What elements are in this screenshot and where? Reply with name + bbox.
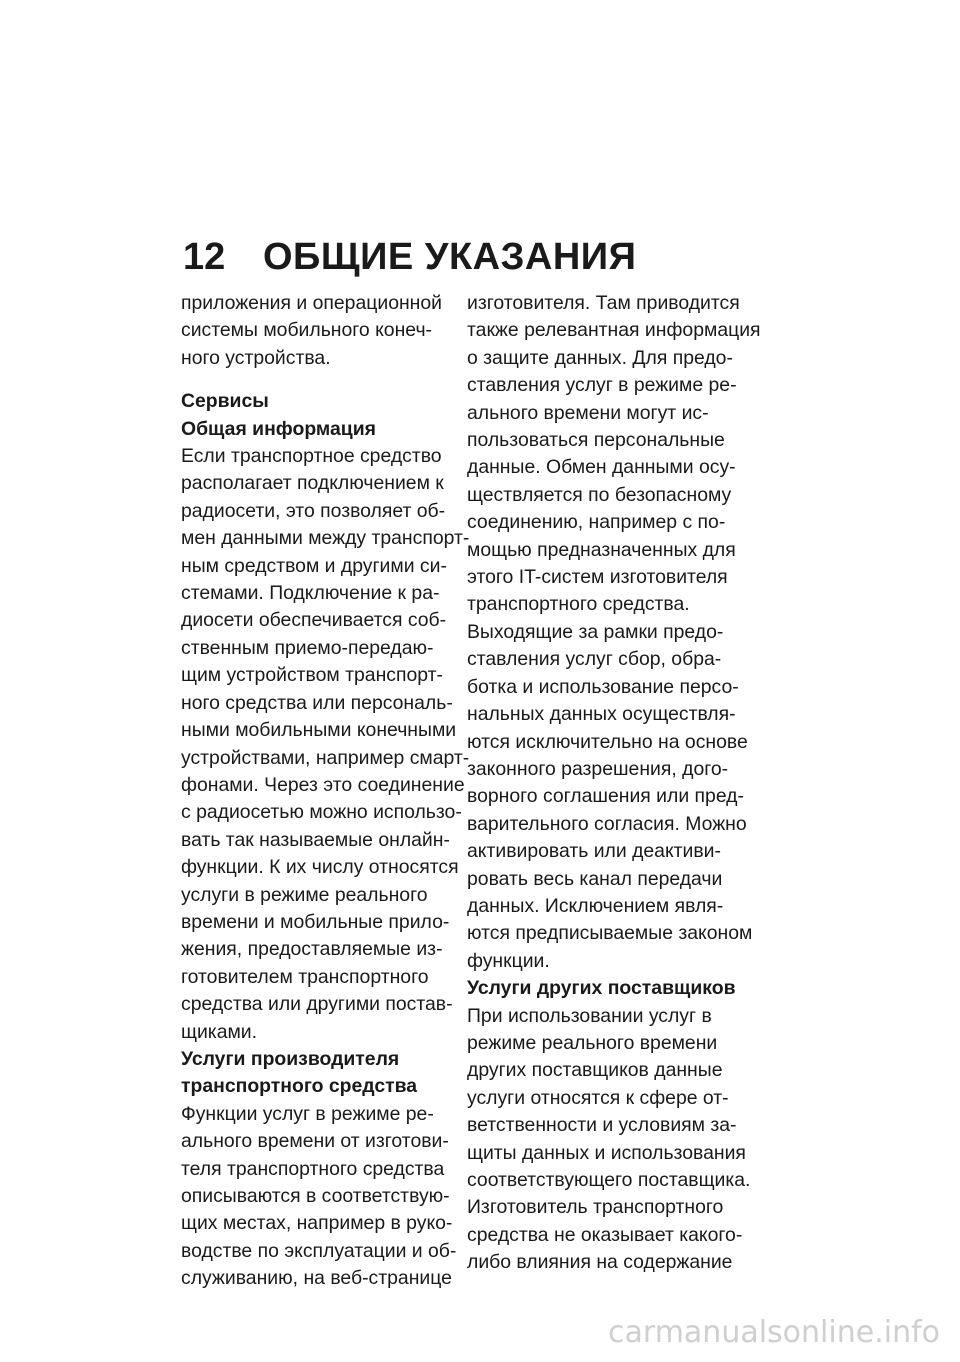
text-line: средства или другими постав- xyxy=(181,993,453,1016)
subsection-heading: Услуги производителя xyxy=(181,1047,400,1070)
watermark: carmanualsonline.info xyxy=(608,1315,940,1350)
manufacturer-services-paragraph xyxy=(181,1101,471,1293)
text-line: мощью предназначенных для xyxy=(467,538,736,561)
text-line: радиосети, это позволяет об- xyxy=(181,499,446,522)
text-line: служиванию, на веб-странице xyxy=(181,1267,452,1290)
text-line: ветственности и условиям за- xyxy=(467,1114,737,1137)
text-line: ставления услуг сбор, обра- xyxy=(467,648,722,671)
text-line: ного устройства. xyxy=(181,346,331,369)
subsection-heading: Общая информация xyxy=(181,417,376,440)
text-line: с радиосетью можно использо- xyxy=(181,801,462,824)
text-line: также релевантная информация xyxy=(467,319,761,342)
text-line: услуги в режиме реального xyxy=(181,883,428,906)
text-line: Если транспортное средство xyxy=(181,445,442,468)
subsection-heading: транспортного средства xyxy=(181,1075,418,1098)
text-line: мен данными между транспорт- xyxy=(181,527,470,550)
text-line: жения, предоставляемые из- xyxy=(181,938,443,961)
text-line: ального времени от изготови- xyxy=(181,1130,449,1153)
text-line: Функции услуг в режиме ре- xyxy=(181,1102,434,1125)
text-line: водстве по эксплуатации и об- xyxy=(181,1239,457,1262)
left-column xyxy=(181,290,471,1293)
text-line: щиты данных и использования xyxy=(467,1141,746,1164)
text-line: ровать весь канал передачи xyxy=(467,867,723,890)
text-line: описываются в соответствую- xyxy=(181,1185,450,1207)
text-line: этого IT-систем изготовителя xyxy=(467,566,728,589)
text-line: функции. xyxy=(467,949,550,972)
right-column xyxy=(467,290,767,1277)
text-line: услуги относятся к сфере от- xyxy=(467,1086,729,1109)
text-line: ются предписываемые законом xyxy=(467,922,753,945)
text-line: При использовании услуг в xyxy=(467,1004,712,1027)
intro-paragraph xyxy=(181,290,471,372)
text-line: средства не оказывает какого- xyxy=(467,1223,743,1246)
text-line: вать так называемые онлайн- xyxy=(181,828,450,851)
text-line: ществляется по безопасному xyxy=(467,483,732,506)
section-heading: Сервисы xyxy=(181,390,269,413)
text-line: ным средством и другими си- xyxy=(181,554,447,577)
text-line: активировать или деактиви- xyxy=(467,840,721,863)
data-protection-paragraph xyxy=(467,290,767,975)
subsection-heading: Услуги других поставщиков xyxy=(467,977,736,1000)
chapter-title: ОБЩИЕ УКАЗАНИЯ xyxy=(263,236,637,278)
text-line: варительного согласия. Можно xyxy=(467,812,747,835)
text-line: законного разрешения, дого- xyxy=(467,757,729,780)
text-line: диосети обеспечивается соб- xyxy=(181,609,447,632)
text-line: стемами. Подключение к ра- xyxy=(181,582,440,605)
text-line: щих местах, например в руко- xyxy=(181,1212,453,1235)
text-line: о защите данных. Для предо- xyxy=(467,346,733,369)
text-line: системы мобильного конеч- xyxy=(181,319,432,342)
text-line: теля транспортного средства xyxy=(181,1157,445,1180)
text-line: Выходящие за рамки предо- xyxy=(467,620,724,643)
text-line: ными мобильными конечными xyxy=(181,719,457,742)
chapter-header xyxy=(183,236,636,279)
text-line: ственным приемо-передаю- xyxy=(181,636,434,659)
text-line: пользоваться персональные xyxy=(467,429,725,452)
text-line: готовителем транспортного xyxy=(181,965,429,988)
text-line: щим устройством транспорт- xyxy=(181,664,443,687)
text-line: ставления услуг в режиме ре- xyxy=(467,374,737,397)
text-line: ального времени могут ис- xyxy=(467,401,709,424)
third-party-services-paragraph xyxy=(467,1003,767,1277)
text-line: транспортного средства. xyxy=(467,593,690,616)
general-info-paragraph xyxy=(181,443,471,1046)
text-line: располагает подключением к xyxy=(181,472,444,495)
text-line: времени и мобильные прило- xyxy=(181,910,450,933)
text-line: нальных данных осуществля- xyxy=(467,703,736,726)
text-line: устройствами, например смарт- xyxy=(181,746,470,769)
text-line: фонами. Через это соединение xyxy=(181,773,465,796)
text-line: функции. К их числу относятся xyxy=(181,856,459,879)
text-line: Изготовитель транспортного xyxy=(467,1196,724,1219)
text-line: соединению, например с по- xyxy=(467,511,726,534)
text-line: ются исключительно на основе xyxy=(467,730,748,753)
text-line: изготовителя. Там приводится xyxy=(467,292,740,314)
text-line: либо влияния на содержание xyxy=(467,1251,733,1274)
text-line: других поставщиков данные xyxy=(467,1059,723,1082)
chapter-number: 12 xyxy=(183,236,226,278)
text-line: щиками. xyxy=(181,1020,258,1043)
text-line: ворного соглашения или пред- xyxy=(467,785,744,808)
text-line: данные. Обмен данными осу- xyxy=(467,456,736,479)
text-line: ботка и использование персо- xyxy=(467,675,739,698)
text-line: соответствующего поставщика. xyxy=(467,1169,751,1191)
text-line: данных. Исключением явля- xyxy=(467,894,724,917)
text-line: режиме реального времени xyxy=(467,1031,718,1054)
text-line: приложения и операционной xyxy=(181,292,443,314)
text-line: ного средства или персональ- xyxy=(181,691,453,714)
